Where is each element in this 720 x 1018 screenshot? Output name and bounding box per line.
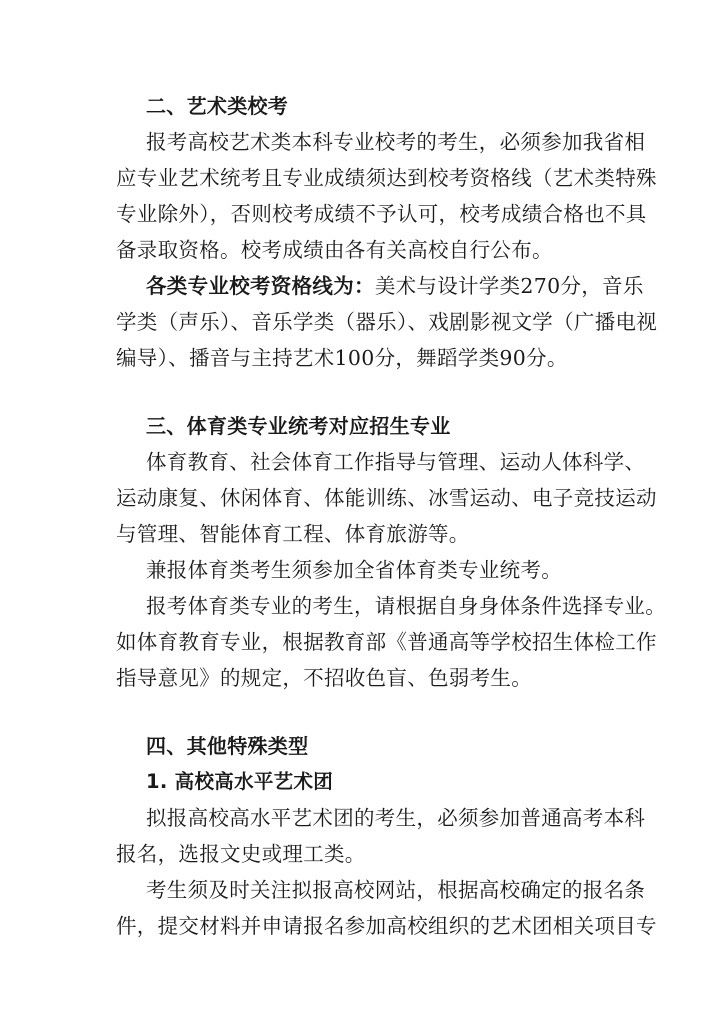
paragraph-line: 应专业艺术统考且专业成绩须达到校考资格线（艺术类特殊	[116, 166, 657, 190]
paragraph-line	[146, 268, 644, 304]
qualification-scores-text: 美术与设计学类270分，音乐	[374, 274, 644, 298]
paragraph-line: 体育教育、社会体育工作指导与管理、运动人体科学、	[146, 450, 646, 474]
paragraph-line: 编导）、播音与主持艺术100分，舞蹈学类90分。	[116, 346, 568, 370]
subsection-heading-art-troupe: 1. 高校高水平艺术团	[146, 770, 334, 793]
paragraph-line: 兼报体育类考生须参加全省体育类专业统考。	[146, 558, 562, 582]
paragraph-line: 运动康复、休闲体育、体能训练、冰雪运动、电子竞技运动	[116, 486, 657, 510]
paragraph-line: 报考体育类专业的考生，请根据自身身体条件选择专业。	[146, 594, 666, 618]
paragraph-line: 指导意见》的规定，不招收色盲、色弱考生。	[116, 666, 532, 690]
paragraph-line: 如体育教育专业，根据教育部《普通高等学校招生体检工作	[116, 630, 657, 654]
section-heading-art-exam: 二、艺术类校考	[146, 94, 289, 118]
paragraph-line: 专业除外），否则校考成绩不予认可，校考成绩合格也不具	[116, 202, 647, 226]
paragraph-line: 与管理、智能体育工程、体育旅游等。	[116, 522, 470, 546]
qualification-lead-text: 各类专业校考资格线为：	[146, 274, 375, 298]
paragraph-line: 报考高校艺术类本科专业校考的考生，必须参加我省相	[146, 130, 646, 154]
paragraph-line: 拟报高校高水平艺术团的考生，必须参加普通高考本科	[146, 806, 646, 830]
paragraph-line: 学类（声乐）、音乐学类（器乐）、戏剧影视文学（广播电视	[116, 310, 658, 334]
paragraph-line: 考生须及时关注拟报高校网站，根据高校确定的报名条	[146, 878, 646, 902]
paragraph-line: 件，提交材料并申请报名参加高校组织的艺术团相关项目专	[116, 914, 657, 938]
section-heading-other-types: 四、其他特殊类型	[146, 734, 309, 758]
section-heading-sports-majors: 三、体育类专业统考对应招生专业	[146, 414, 451, 438]
paragraph-line: 备录取资格。校考成绩由各有关高校自行公布。	[116, 238, 553, 262]
paragraph-line: 报名，选报文史或理工类。	[116, 842, 366, 866]
